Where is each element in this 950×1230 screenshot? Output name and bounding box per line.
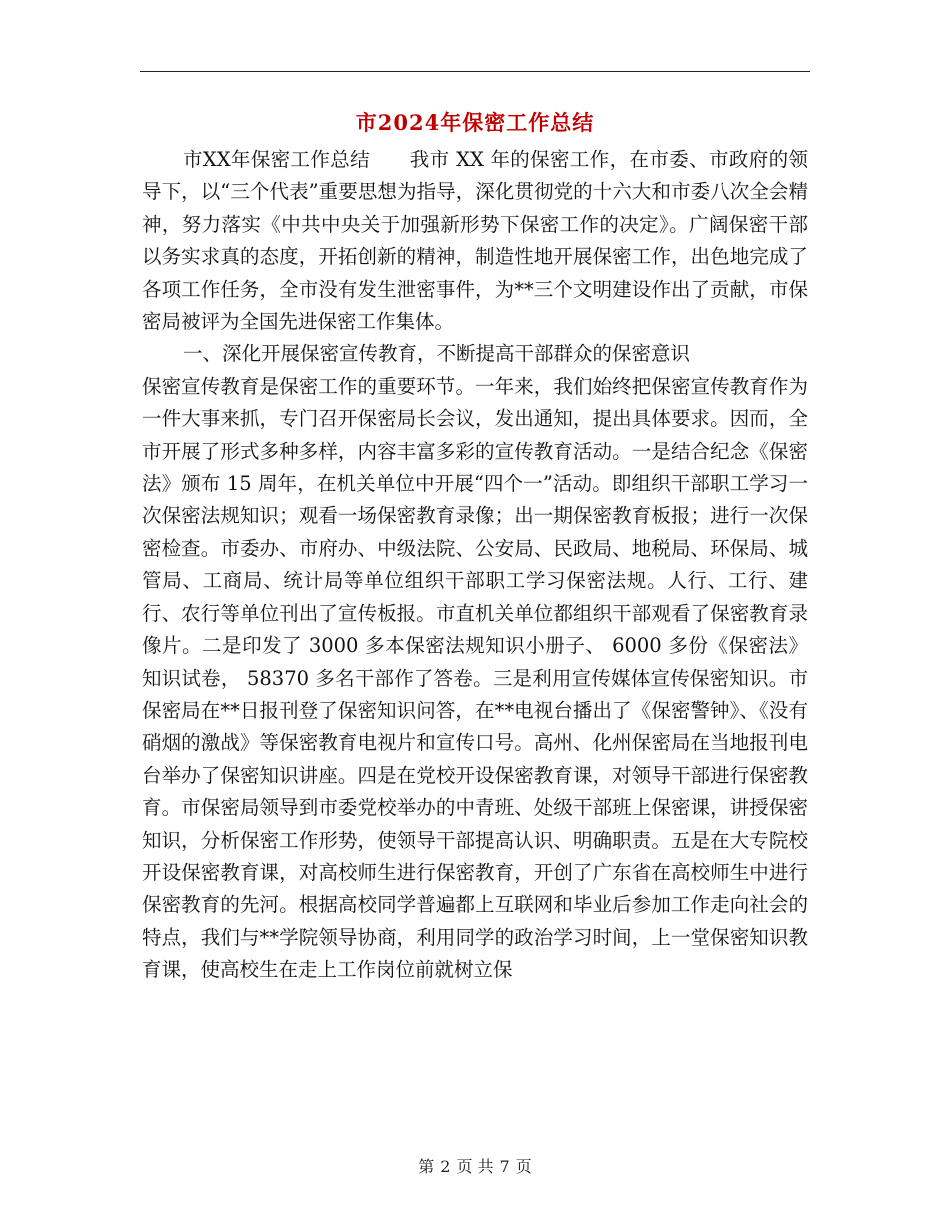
footer-middle: 页 共	[456, 1157, 494, 1176]
header-rule	[140, 71, 810, 72]
footer-suffix: 页	[515, 1157, 532, 1176]
document-title: 市2024年保密工作总结	[355, 110, 595, 135]
section-heading-1: 一、深化开展保密宣传教育，不断提高干部群众的保密意识	[182, 342, 690, 366]
footer-total-pages: 7	[499, 1157, 510, 1176]
footer-page-number: 2	[440, 1157, 451, 1176]
footer-prefix: 第	[418, 1157, 435, 1176]
page-footer	[140, 1154, 810, 1177]
paragraph-intro: 市XX年保密工作总结 我市 XX 年的保密工作，在市委、市政府的领导下，以“三个代表”重要思想为指导，深化贯彻党的十六大和市委八次全会精神，努力落实《中共中央关于加强新形势下保密工作的决定》。广阔保密干部以务实求真的态度，开拓创新的精神，制造性地开展保密工作，出色地完成了各项工作任务，全市没有发生泄密事件，为**三个文明建设作出了贡献，市保密局被评为全国先进保密工作集体。	[142, 148, 808, 334]
paragraph-propaganda-education: 保密宣传教育是保密工作的重要环节。一年来，我们始终把保密宣传教育作为一件大事来抓，专门召开保密局长会议，发出通知，提出具体要求。因而，全市开展了形式多种多样，内容丰富多彩的宣传教育活动。一是结合纪念《保密法》颁布 15 周年，在机关单位中开展“四个一”活动。即组织干部职工学习一次保密法规知识；观看一场保密教育录像；出一期保密教育板报；进行一次保密检查。市委办、市府办、中级法院、公安局、民政局、地税局、环保局、城管局、工商局、统计局等单位组织干部职工学习保密法规。人行、工行、建行、农行等单位刊出了宣传板报。市直机关单位都组织干部观看了保密教育录像片。二是印发了 3000 多本保密法规知识小册子、 6000 多份《保密法》知识试卷， 58370 多名干部作了答卷。三是利用宣传媒体宣传保密知识。市保密局在**日报刊登了保密知识问答，在**电视台播出了《保密警钟》、《没有硝烟的激战》等保密教育电视片和宣传口号。高州、化州保密局在当地报刊电台举办了保密知识讲座。四是在党校开设保密教育课，对领导干部进行保密教育。市保密局领导到市委党校举办的中青班、处级干部班上保密课，讲授保密知识，分析保密工作形势，使领导干部提高认识、明确职责。五是在大专院校开设保密教育课，对高校师生进行保密教育，开创了广东省在高校师生中进行保密教育的先河。根据高校同学普遍都上互联网和毕业后参加工作走向社会的特点，我们与**学院领导协商，利用同学的政治学习时间，上一堂保密知识教育课，使高校生在走上工作岗位前就树立保	[142, 374, 808, 982]
document-body	[142, 144, 808, 987]
